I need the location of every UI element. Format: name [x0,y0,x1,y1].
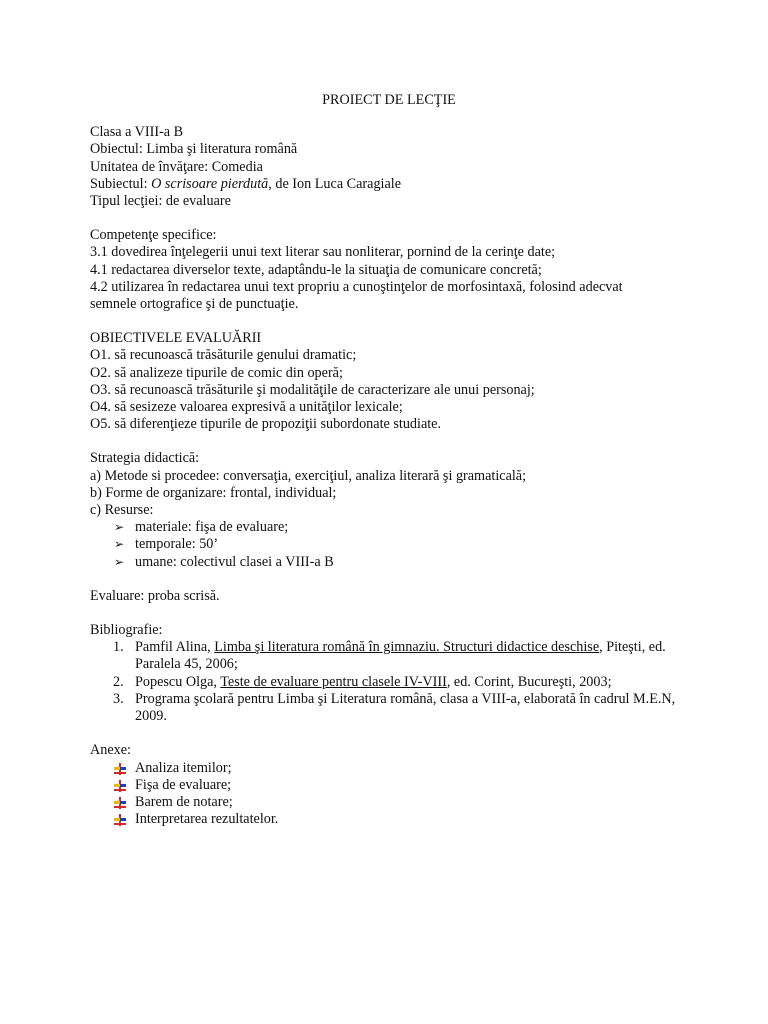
clasa-line: Clasa a VIII-a B [90,124,184,141]
anexa-text: Analiza itemilor; [135,759,232,776]
obiectul-line: Obiectul: Limba şi literatura română [90,141,298,158]
strategia-forme: b) Forme de organizare: frontal, individual; [90,484,337,501]
flag-bullet-icon [114,763,126,775]
bib-number: 1. [113,639,124,656]
bib-author: Programa şcolară pentru Limba şi Literatura română, clasa a VIII-a, elaborată în cadrul M.E.N, 2009. [135,690,676,725]
bib-number: 3. [113,690,124,707]
obiectiv-item: O3. să recunoască trăsăturile şi modalităţile de caracterizare ale unui personaj; [90,381,535,398]
subiectul-line [90,176,680,193]
strategia-metode: a) Metode si procedee: conversaţia, exerciţiul, analiza literară şi gramaticală; [90,467,527,484]
flag-bullet-icon [114,780,126,792]
bibliografie-heading: Bibliografie: [90,622,163,639]
resursa-text: materiale: fişa de evaluare; [135,519,289,536]
list-item [90,691,680,725]
bib-author: Popescu Olga, [135,673,221,690]
resurse-list [90,519,680,571]
resursa-text: temporale: 50’ [135,536,219,553]
subiectul-prefix: Subiectul: [90,175,152,192]
anexe-heading: Anexe: [90,742,131,759]
subiectul-title: O scrisoare pierdută, [151,175,272,192]
flag-bullet-icon [114,797,126,809]
list-item [90,554,680,571]
list-item [90,760,680,777]
bibliografie-list [90,639,680,725]
arrow-bullet-icon: ➢ [114,554,125,569]
arrow-bullet-icon: ➢ [114,520,125,535]
strategia-heading: Strategia didactică: [90,450,200,467]
obiectiv-item: O4. să sesizeze valoarea expresivă a unităţilor lexicale; [90,399,403,416]
obiectiv-item: O5. să diferenţieze tipurile de propoziţii subordonate studiate. [90,416,442,433]
anexa-text: Interpretarea rezultatelor. [135,811,279,828]
list-item [90,674,680,691]
competente-heading: Competenţe specifice: [90,227,217,244]
bib-publisher: , Piteşti, ed. Paralela 45, 2006; [135,639,666,673]
list-item [90,811,680,828]
list-item [90,639,680,673]
competenta-item: 3.1 dovedirea înţelegerii unui text literar sau nonliterar, pornind de la cerinţe date; [90,244,556,261]
strategia-resurse: c) Resurse: [90,502,154,519]
anexe-list [90,760,680,829]
resursa-text: umane: colectivul clasei a VIII-a B [135,553,334,570]
evaluare-line: Evaluare: proba scrisă. [90,587,220,604]
bib-title: Teste de evaluare pentru clasele IV-VIII [220,673,447,690]
anexa-text: Fişa de evaluare; [135,776,232,793]
competenta-item: 4.2 utilizarea în redactarea unui text propriu a cunoştinţelor de morfosintaxă, folosind adecvat [90,278,623,295]
competenta-item: semnele ortografice şi de punctuaţie. [90,296,299,313]
list-item [90,777,680,794]
bib-number: 2. [113,673,124,690]
unitatea-line: Unitatea de învăţare: Comedia [90,158,263,175]
competenta-item: 4.1 redactarea diverselor texte, adaptându-le la situaţia de comunicare concretă; [90,261,542,278]
obiectiv-item: O2. să analizeze tipurile de comic din operă; [90,364,343,381]
anexa-text: Barem de notare; [135,793,233,810]
tipul-line: Tipul lecţiei: de evaluare [90,193,231,210]
list-item [90,536,680,553]
page-title: PROIECT DE LECŢIE [322,92,456,108]
list-item [90,794,680,811]
obiective-heading: OBIECTIVELE EVALUĂRII [90,330,262,347]
arrow-bullet-icon: ➢ [114,537,125,552]
document-page [90,92,680,828]
flag-bullet-icon [114,814,126,826]
subiectul-suffix: de Ion Luca Caragiale [271,175,402,192]
bib-author: Pamfil Alina, [135,639,215,656]
bib-publisher: , ed. Corint, Bucureşti, 2003; [446,673,612,690]
bib-title: Limba şi literatura română în gimnaziu. Structuri didactice deschise [214,639,600,656]
list-item [90,519,680,536]
obiectiv-item: O1. să recunoască trăsăturile genului dramatic; [90,347,357,364]
